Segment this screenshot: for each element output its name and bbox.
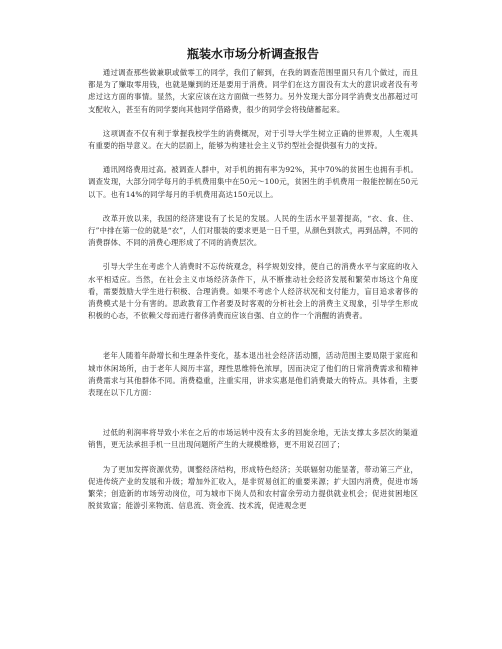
paragraph-gap — [88, 452, 418, 464]
paragraph-gap — [88, 201, 418, 213]
paragraph-gap — [88, 322, 418, 350]
paragraph-6: 老年人随着年龄增长和生理条件变化，基本退出社会经济活动圈，活动范围主要局限于家庭和城市休闲场所，由于老年人阅历丰富，理性思维特色浓厚，因而决定了他们的日常消费需求和精神消费需求与其他群体不同。消费稳重，注重实用，讲求实惠是他们消费最大的特点。具体看，主要表现在以下几方面： — [88, 351, 418, 398]
paragraph-4: 改革开放以来，我国的经济建设有了长足的发展。人民的生活水平显著提高，“衣、食、住、行”中排在第一位的就是“衣”，人们对服装的要求更是一日千里，从颜色到款式，再到品牌，不同的消费群体、不同的消费心理形成了不同的消费层次。 — [88, 213, 418, 248]
paragraph-gap — [88, 399, 418, 427]
paragraph-1: 通过调查那些做兼职或做零工的同学，我们了解到，在我的调查范围里面只有几个做过，而且都是为了赚取零用钱，也就是赚到的还是要用于消费。同学们在这方面没有太大的意识或者没有考虑过这方面的事情。显然，大家应该在这方面做一些努力。另外发现大部分同学消费支出都超过可支配收入，甚至有的同学要向其他同学借路费，很少的同学会将钱储蓄起来。 — [88, 68, 418, 114]
paragraph-8: 为了更加发挥资源优势，调整经济结构，形成特色经济；关联辐射功能显著，带动第三产业，促进传统产业的发展和升级；增加外汇收入，是非贸易创汇的重要来源；扩大国内消费，促进市场繁荣；创造新的市场劳动岗位，可为城市下岗人员和农村富余劳动力提供就业机会；促进贫困地区脱贫致富；能游引来物流、信息流、资金流、技术流，促进观念更 — [88, 464, 418, 511]
report-title: 瓶装水市场分析调查报告 — [186, 47, 319, 61]
paragraph-2: 这项调查不仅有利于掌握我校学生的消费概况，对于引导大学生树立正确的世界观，人生观具有重要的指导意义。在大的层面上，能够为构建社会主义节约型社会提供强有力的支持。 — [88, 128, 418, 151]
paragraph-3: 通讯网络费用过高。被调查人群中，对手机的拥有率为92%，其中70%的贫困生也拥有手机。调查发现，大部分同学每月的手机费用集中在50元～100元，贫困生的手机费用一般能控制在50元以下。也有14%的同学每月的手机费用高达150元以上。 — [88, 165, 418, 199]
paragraph-7: 过低的利润率将导致小米在之后的市场运转中没有太多的回旋余地，无法支撑太多层次的渠道销售，更无法承担手机一旦出现问题所产生的大规模维修，更不用说召回了； — [88, 428, 418, 450]
paragraph-gap — [88, 249, 418, 261]
paragraph-5: 引导大学生在考虑个人消费时不忘传统观念，科学规划安排，使自己的消费水平与家庭的收入水平相适应。当然，在社会主义市场经济条件下，从不断推动社会经济发展和繁荣市场这个角度看，需要鼓励大学生进行积极、合理消费。如果不考虑个人经济状况和支付能力，盲目追求奢侈的消费模式是十分有害的。思政教育工作者要及时客观的分析社会上的消费主义现象，引导学生形成积极的心态，不依赖父母而进行奢侈消费而应该自强、自立的作一个消醒的消费者。 — [88, 262, 418, 321]
paragraph-gap — [88, 152, 418, 164]
paragraph-gap — [88, 116, 418, 128]
